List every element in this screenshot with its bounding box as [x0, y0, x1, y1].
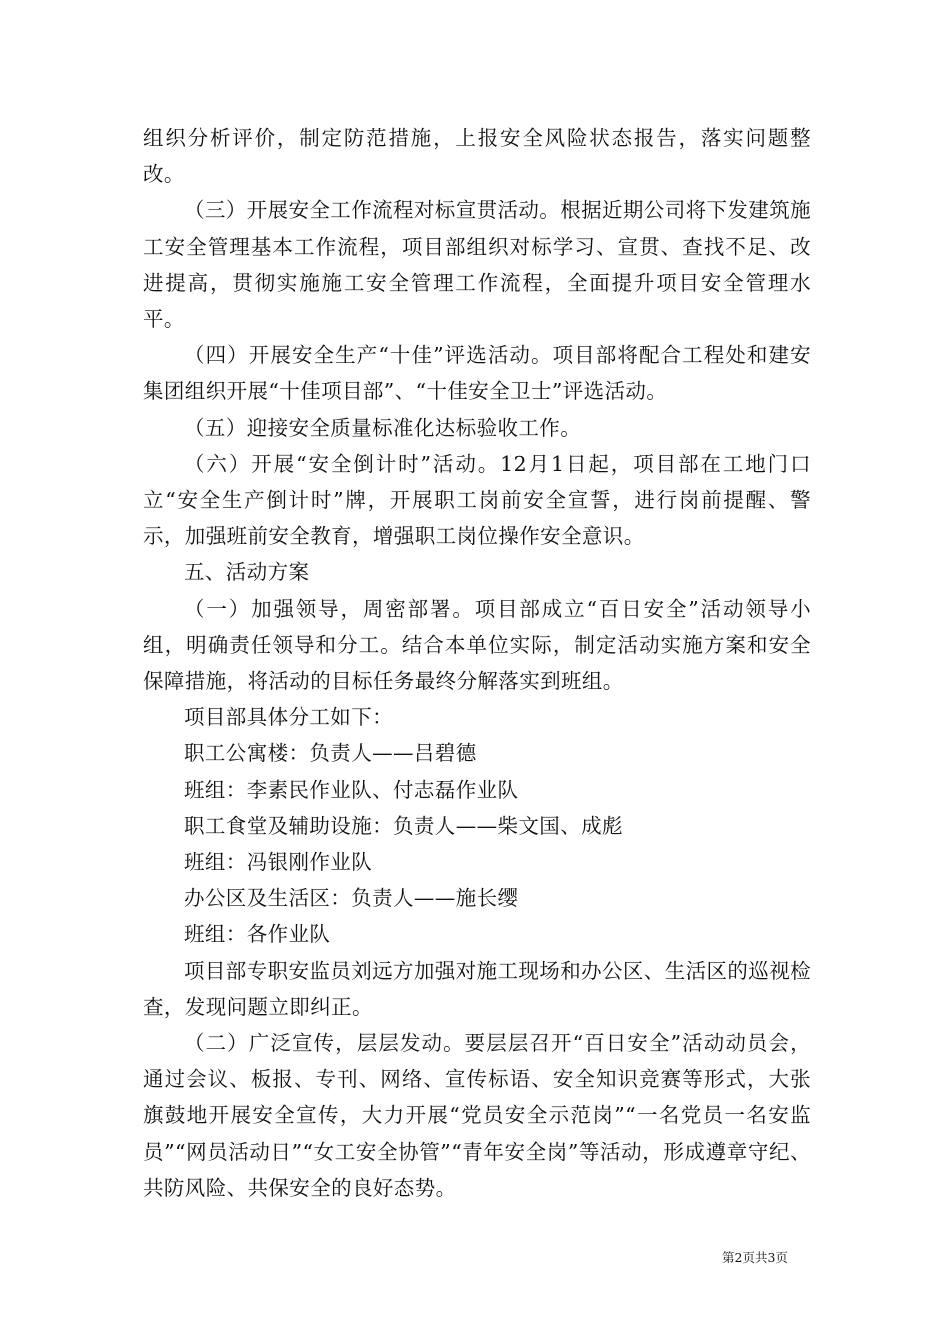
- paragraph-section-3: （三）开展安全工作流程对标宣贯活动。根据近期公司将下发建筑施工安全管理基本工作流程，项目部组织对标学习、宣贯、查找不足、改进提高，贯彻实施施工安全管理工作流程，全面提升项目安全管理水平。: [143, 198, 811, 332]
- division-line-canteen-teams: 班组：冯银刚作业队: [184, 850, 373, 875]
- division-line-apartment-teams: 班组：李素民作业队、付志磊作业队: [184, 777, 519, 802]
- heading-activity-plan: 五、活动方案: [184, 560, 310, 585]
- page-number-footer: 第2页共3页: [722, 1250, 788, 1265]
- division-line-canteen: 职工食堂及辅助设施：负责人——柴文国、成彪: [184, 813, 623, 838]
- paragraph-plan-1: （一）加强领导，周密部署。项目部成立“百日安全”活动领导小组，明确责任领导和分工。结合本单位实际，制定活动实施方案和安全保障措施，将活动的目标任务最终分解落实到班组。: [143, 596, 811, 694]
- paragraph-section-6: （六）开展“安全倒计时”活动。12月1日起，项目部在工地门口立“安全生产倒计时”牌，开展职工岗前安全宣誓，进行岗前提醒、警示，加强班前安全教育，增强职工岗位操作安全意识。: [143, 451, 811, 549]
- paragraph-section-5: （五）迎接安全质量标准化达标验收工作。: [184, 415, 582, 440]
- document-body: [143, 120, 811, 1206]
- division-line-office-teams: 班组：各作业队: [184, 922, 331, 947]
- division-line-office: 办公区及生活区：负责人——施长缨: [184, 886, 519, 911]
- division-line-apartment: 职工公寓楼：负责人——吕碧德: [184, 741, 477, 766]
- paragraph-inspector: 项目部专职安监员刘远方加强对施工现场和办公区、生活区的巡视检查，发现问题立即纠正。: [143, 958, 811, 1019]
- paragraph-continuation: 组织分析评价，制定防范措施，上报安全风险状态报告，落实问题整改。: [143, 126, 811, 187]
- paragraph-division-intro: 项目部具体分工如下：: [184, 705, 393, 730]
- paragraph-section-4: （四）开展安全生产“十佳”评选活动。项目部将配合工程处和建安集团组织开展“十佳项目部”、“十佳安全卫士”评选活动。: [143, 343, 811, 404]
- paragraph-plan-2: （二）广泛宣传，层层发动。要层层召开“百日安全”活动动员会，通过会议、板报、专刊、网络、宣传标语、安全知识竞赛等形式，大张旗鼓地开展安全宣传，大力开展“党员安全示范岗”“一名党员一名安监员”“网员活动日”“女工安全协管”“青年安全岗”等活动，形成遵章守纪、共防风险、共保安全的良好态势。: [143, 1031, 811, 1200]
